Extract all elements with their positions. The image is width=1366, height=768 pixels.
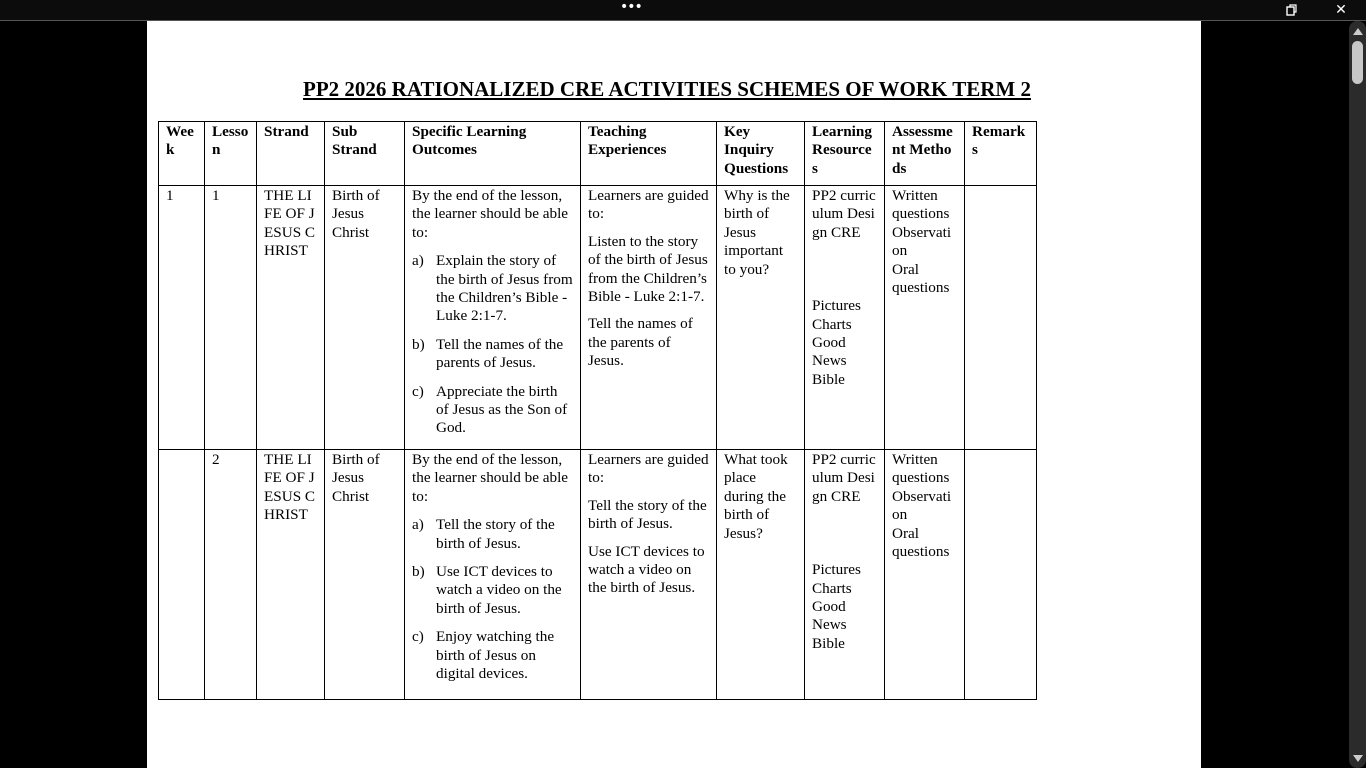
experience-text: Learners are guided to: bbox=[588, 451, 709, 487]
cell-outcomes bbox=[405, 186, 581, 450]
outcome-text: Tell the story of the birth of Jesus. bbox=[436, 516, 555, 552]
cell-outcomes bbox=[405, 450, 581, 700]
experience-text: Learners are guided to: bbox=[588, 187, 709, 223]
table-row bbox=[159, 450, 1037, 700]
scroll-up-arrow-icon[interactable] bbox=[1353, 28, 1363, 35]
outcome-label: b) bbox=[412, 563, 425, 581]
assessment-item: Written questions bbox=[892, 187, 950, 223]
cell-resources bbox=[805, 186, 885, 450]
window-titlebar bbox=[0, 0, 1366, 21]
table-header-row bbox=[159, 122, 1037, 186]
outcome-label: a) bbox=[412, 252, 424, 270]
resources-primary: PP2 curriculum Design CRE bbox=[812, 451, 876, 505]
outcome-text: Explain the story of the birth of Jesus from the Children’s Bible - Luke 2:1-7. bbox=[436, 252, 573, 325]
cell-sub-strand: Birth of Jesus Christ bbox=[325, 186, 405, 450]
cell-inquiry: Why is the birth of Jesus important to you? bbox=[717, 186, 805, 450]
restore-window-icon[interactable] bbox=[1285, 3, 1299, 17]
table-row bbox=[159, 186, 1037, 450]
assessment-item: Written questions bbox=[892, 451, 950, 487]
cell-inquiry: What took place during the birth of Jesus? bbox=[717, 450, 805, 700]
document-title bbox=[147, 77, 1201, 102]
header-lesson: Lesson bbox=[205, 122, 257, 186]
outcome-item bbox=[412, 563, 573, 618]
document-title-text: PP2 2026 RATIONALIZED CRE ACTIVITIES SCHEMES OF WORK TERM 2 bbox=[303, 77, 1031, 101]
header-resources: Learning Resources bbox=[805, 122, 885, 186]
cell-lesson: 1 bbox=[205, 186, 257, 450]
cell-assessment bbox=[885, 186, 965, 450]
outcome-text: Tell the names of the parents of Jesus. bbox=[436, 335, 564, 372]
resources-primary: PP2 curriculum Design CRE bbox=[812, 187, 876, 241]
header-inquiry: Key Inquiry Questions bbox=[717, 122, 805, 186]
close-icon[interactable]: ✕ bbox=[1335, 2, 1347, 18]
assessment-item: Oral questions bbox=[892, 260, 950, 297]
scrollbar-thumb[interactable] bbox=[1352, 41, 1363, 84]
outcome-label: b) bbox=[412, 335, 425, 353]
outcome-item bbox=[412, 252, 573, 326]
cell-week bbox=[159, 450, 205, 700]
document-page bbox=[147, 21, 1201, 768]
cell-week: 1 bbox=[159, 186, 205, 450]
outcomes-intro: By the end of the lesson, the learner should be able to: bbox=[412, 187, 569, 241]
header-sub-strand: Sub Strand bbox=[325, 122, 405, 186]
cell-remarks bbox=[965, 186, 1037, 450]
outcome-item bbox=[412, 383, 573, 438]
resources-secondary: Pictures Charts Good News Bible bbox=[812, 297, 861, 388]
vertical-scrollbar[interactable] bbox=[1349, 21, 1366, 768]
cell-strand: THE LIFE OF JESUS CHRIST bbox=[257, 186, 325, 450]
assessment-item: Oral questions bbox=[892, 524, 950, 561]
outcome-item bbox=[412, 628, 573, 683]
experience-text: Tell the story of the birth of Jesus. bbox=[588, 496, 707, 533]
header-remarks: Remarks bbox=[965, 122, 1037, 186]
cell-sub-strand: Birth of Jesus Christ bbox=[325, 450, 405, 700]
experience-text: Listen to the story of the birth of Jesus from the Children’s Bible - Luke 2:1-7. bbox=[588, 232, 708, 306]
outcome-text: Enjoy watching the birth of Jesus on digital devices. bbox=[436, 628, 555, 683]
cell-lesson: 2 bbox=[205, 450, 257, 700]
header-outcomes: Specific Learning Outcomes bbox=[405, 122, 581, 186]
outcome-item bbox=[412, 336, 573, 373]
resources-secondary: Pictures Charts Good News Bible bbox=[812, 561, 861, 652]
assessment-item: Observation bbox=[892, 223, 952, 260]
header-experiences: Teaching Experiences bbox=[581, 122, 717, 186]
outcome-text: Use ICT devices to watch a video on the birth of Jesus. bbox=[436, 563, 562, 617]
more-dots-icon[interactable]: ••• bbox=[620, 0, 642, 15]
experience-text: Use ICT devices to watch a video on the birth of Jesus. bbox=[588, 542, 705, 597]
cell-experiences bbox=[581, 186, 717, 450]
header-strand: Strand bbox=[257, 122, 325, 186]
scroll-down-arrow-icon[interactable] bbox=[1353, 755, 1363, 762]
outcomes-intro: By the end of the lesson, the learner should be able to: bbox=[412, 451, 569, 505]
outcome-text: Appreciate the birth of Jesus as the Son of God. bbox=[436, 382, 568, 437]
cell-assessment bbox=[885, 450, 965, 700]
outcome-item bbox=[412, 516, 573, 553]
cell-resources bbox=[805, 450, 885, 700]
experience-text: Tell the names of the parents of Jesus. bbox=[588, 315, 693, 370]
cell-strand: THE LIFE OF JESUS CHRIST bbox=[257, 450, 325, 700]
header-assessment: Assessment Methods bbox=[885, 122, 965, 186]
outcome-label: c) bbox=[412, 628, 424, 646]
schemes-of-work-table bbox=[158, 121, 1037, 700]
outcome-label: a) bbox=[412, 516, 424, 534]
cell-remarks bbox=[965, 450, 1037, 700]
cell-experiences bbox=[581, 450, 717, 700]
outcome-label: c) bbox=[412, 382, 424, 400]
header-week: Week bbox=[159, 122, 205, 186]
assessment-item: Observation bbox=[892, 487, 952, 524]
